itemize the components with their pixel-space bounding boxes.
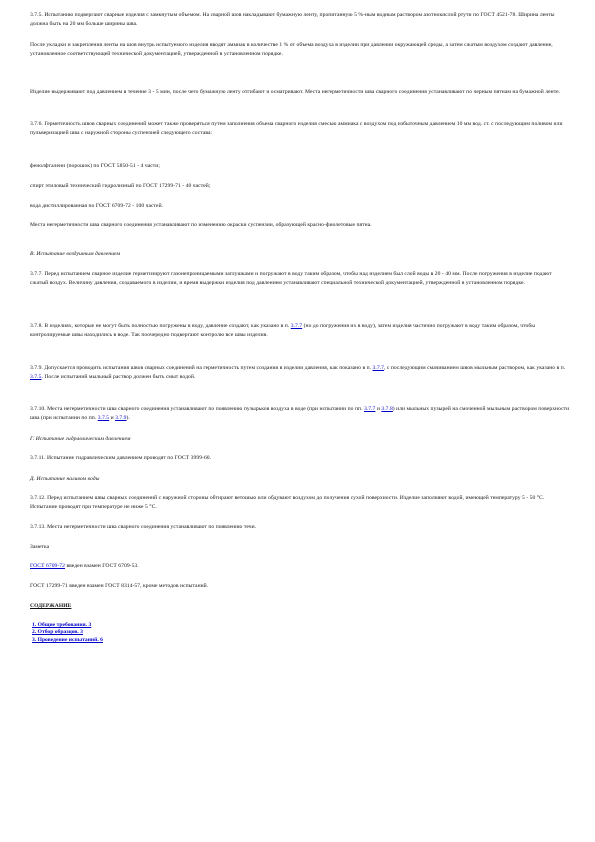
paragraph-3-7-5-cont: После укладки и закрепления ленты на шов внутрь испытуемого изделия вводят аммиак в количестве 1 % от объема воздуха в изделии при давлении окружающей среды, а затем сжатым воздухом создают давление, установленное соответствующей технической документацией, утвержденной в установленном порядке. (30, 42, 553, 57)
section-heading-water-fill: Д. Испытание наливом воды (30, 476, 100, 482)
paragraph-text: 3.7.8. В изделиях, которые не могут быть полностью погружены в воду, давление создают, как указано в п. (30, 323, 290, 329)
toc-title: СОДЕРЖАНИЕ (30, 603, 72, 609)
paragraph-text: , с последующим смачиванием швов мыльным раствором, как указано в п. (383, 365, 566, 371)
link-3-7-7[interactable]: 3.7.7 (290, 323, 303, 329)
paragraph-3-7-6-result: Места негерметичности шва сварного соединения устанавливают по изменению окраски суспензии, образующей красно-фиолетовые пятна. (30, 222, 372, 228)
composition-item-1: фенолфталеин (порошок) по ГОСТ 5850-51 - 4 части; (30, 163, 160, 169)
paragraph-text: ) или мыльных пузырей на смоченной мыльным раствором поверхности шва (при испытании по пп. (30, 406, 570, 421)
composition-item-3: вода дистиллированная по ГОСТ 6709-72 - 100 частей. (30, 203, 164, 209)
paragraph-3-7-6: 3.7.6. Герметичность швов сварных соединений может также проверяться путем заполнения объема сварного изделия смесью аммиака с воздухом под избыточным давлением 10 мм вод. ст. с последующим поливом или пульверизацией шва с наружной стороны суспензией следующего состава: (30, 121, 563, 136)
paragraph-3-7-9 (30, 364, 570, 381)
paragraph-text: и (376, 406, 380, 412)
paragraph-text: ). (126, 414, 130, 421)
link-3-7-8[interactable]: 3.7.8 (381, 406, 393, 412)
paragraph-text: 3.7.9. Допускается проводить испытания швов сварных соединений на герметичность путем создания в изделии давления, как показано в п. (30, 365, 372, 371)
link-3-7-5[interactable]: 3.7.5 (30, 373, 42, 380)
section-heading-air-pressure: В. Испытание воздушным давлением (30, 251, 121, 257)
link-gost-6709-72[interactable]: ГОСТ 6709-72 (30, 563, 65, 569)
toc-link-testing[interactable]: 3. Проведение испытаний. 6 (32, 636, 103, 643)
paragraph-3-7-5: 3.7.5. Испытанию подвергают сварные изделия с замкнутым объемом. На сварной шов накладывают бумажную ленту, пропитанную 5 %-ным водным раствором азотнокислой ртути по ГОСТ 4521-78. Ширина ленты должна быть на 20 мм больше ширины шва. (30, 12, 555, 27)
table-of-contents (32, 622, 332, 644)
paragraph-3-7-8 (30, 322, 570, 339)
link-3-7-7[interactable]: 3.7.7 (363, 406, 376, 412)
link-3-7-7[interactable]: 3.7.7 (372, 365, 384, 371)
toc-link-general-requirements[interactable]: 1. Общие требования. 3 (32, 622, 92, 628)
paragraph-text: 3.7.10. Места негерметичности шва сварного соединения устанавливают по появлению пузырьков воздуха в воде (при испытании по пп. (30, 406, 363, 412)
note-text: введен взамен ГОСТ 6709-53. (66, 563, 139, 569)
note-line-1 (30, 562, 570, 571)
link-3-7-5[interactable]: 3.7.5 (97, 414, 110, 421)
section-heading-hydraulic: Г. Испытание гидравлическим давлением (30, 436, 131, 442)
paragraph-3-7-7: 3.7.7. Перед испытанием сварное изделие герметизируют газонепроницаемыми заглушками и погружают в воду таким образом, чтобы над изделием был слой воды в 20 - 40 мм. После погружения в изделие подают сжатый воздух. Величину давления, создаваемого в изделии, и время выдержки изделия под давлением устанавливают специальной технической документацией, утвержденной в установленном порядке. (30, 271, 552, 286)
paragraph-text: и (110, 414, 114, 421)
paragraph-3-7-13: 3.7.13. Места негерметичности шва сварного соединения устанавливают по появлению течи. (30, 524, 257, 530)
paragraph-text: (но до погружения их в воду), затем изделия частично погружают в воду таким образом, чтобы контролируемые швы находились в воде. Так поочередно подвергают контролю все швы изделия. (30, 323, 536, 338)
link-3-7-9[interactable]: 3.7.9 (115, 414, 127, 421)
paragraph-3-7-11: 3.7.11. Испытание гидравлическим давлением проводят по ГОСТ 3999-60. (30, 455, 212, 461)
paragraph-text: . После испытаний мыльный раствор должен быть смыт водой. (41, 373, 196, 380)
composition-item-2: спирт этиловый технический гидролизный по ГОСТ 17299-71 - 40 частей; (30, 183, 211, 189)
note-line-2: ГОСТ 17299-71 введен взамен ГОСТ 8314-57, кроме методов испытаний. (30, 583, 209, 589)
note-title: Заметка (30, 544, 50, 550)
paragraph-3-7-10 (30, 405, 570, 422)
paragraph-3-7-12: 3.7.12. Перед испытанием швы сварных соединений с наружной стороны обтирают ветошью или обдувают воздухом до получения сухой поверхности. Изделие заполняют водой, имеющей температуру 5 - 50 °С. Испытание проводят при температуре не ниже 5 °С. (30, 495, 545, 510)
toc-link-sampling[interactable]: 2. Отбор образцов. 3 (32, 629, 83, 636)
paragraph-3-7-5-result: Изделие выдерживают под давлением в течение 3 - 5 мин, после чего бумажную ленту отгибают и осматривают. Места негерметичности шва сварного соединения устанавливают по черным пятнам на бумажной ленте. (30, 89, 561, 95)
